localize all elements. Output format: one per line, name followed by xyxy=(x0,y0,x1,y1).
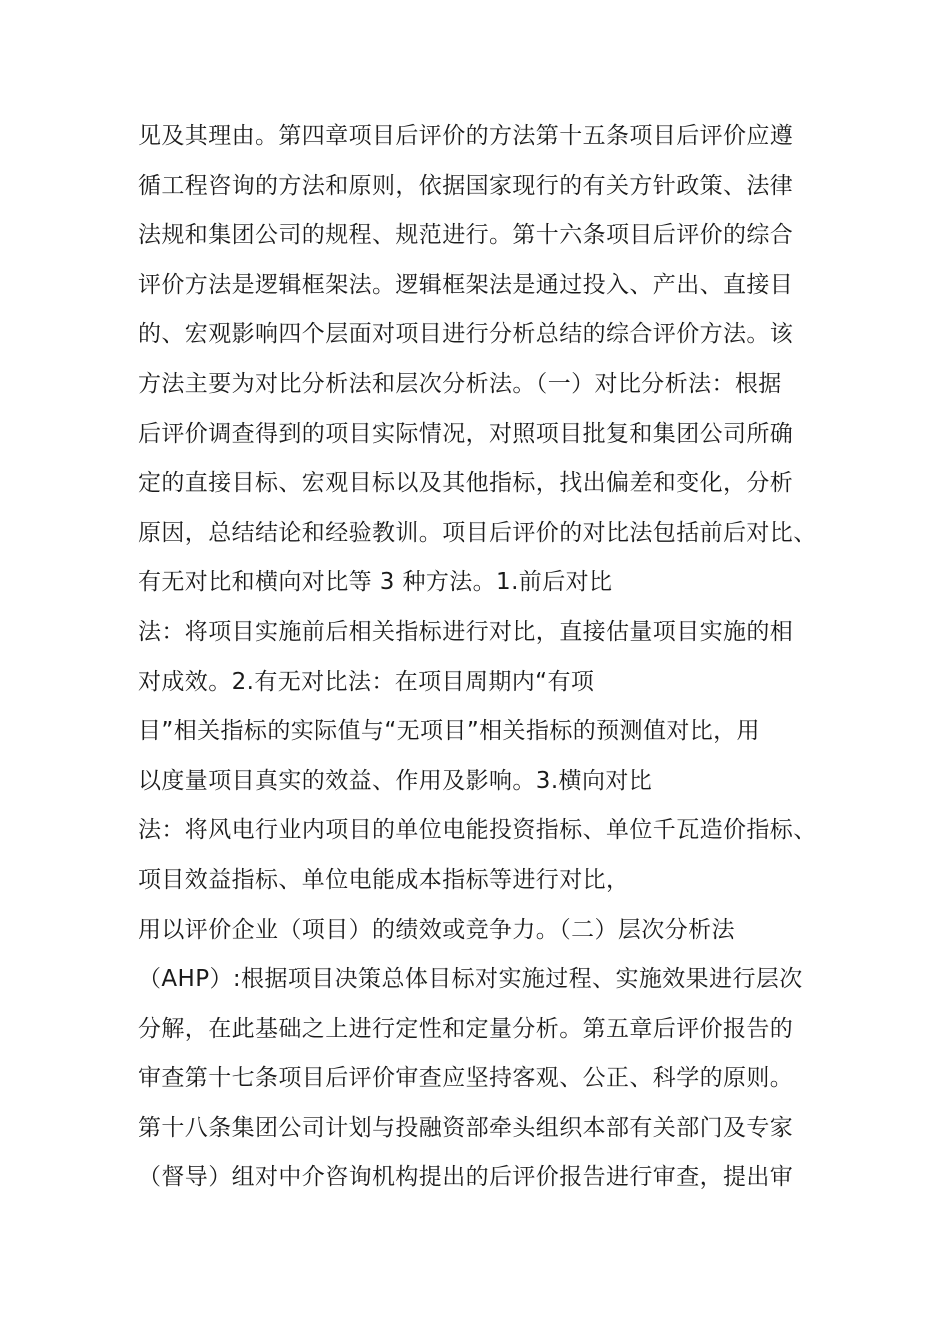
text-line: （AHP）:根据项目决策总体目标对实施过程、实施效果进行层次 xyxy=(138,966,803,993)
text-line: 循工程咨询的方法和原则，依据国家现行的有关方针政策、法律 xyxy=(138,172,794,199)
text-line: 审查第十七条项目后评价审查应坚持客观、公正、科学的原则。 xyxy=(138,1065,794,1092)
text-line: 对成效。2.有无对比法：在项目周期内“有项 xyxy=(138,668,595,695)
body-text xyxy=(138,112,838,1203)
text-line: 法：将项目实施前后相关指标进行对比，直接估量项目实施的相 xyxy=(138,618,794,645)
text-line: 法规和集团公司的规程、规范进行。第十六条项目后评价的综合 xyxy=(138,222,794,249)
text-line: 原因，总结结论和经验教训。项目后评价的对比法包括前后对比、 xyxy=(138,519,817,546)
text-line: （督导）组对中介咨询机构提出的后评价报告进行审查，提出审 xyxy=(138,1164,794,1191)
text-line: 项目效益指标、单位电能成本指标等进行对比， xyxy=(138,866,630,893)
text-line: 有无对比和横向对比等 3 种方法。1.前后对比 xyxy=(138,569,613,596)
text-line: 方法主要为对比分析法和层次分析法。（一）对比分析法：根据 xyxy=(138,370,782,397)
text-line: 后评价调查得到的项目实际情况，对照项目批复和集团公司所确 xyxy=(138,420,794,447)
text-line: 见及其理由。第四章项目后评价的方法第十五条项目后评价应遵 xyxy=(138,123,794,149)
text-line: 用以评价企业（项目）的绩效或竞争力。（二）层次分析法 xyxy=(138,916,735,943)
text-line: 的、宏观影响四个层面对项目进行分析总结的综合评价方法。该 xyxy=(138,321,794,348)
text-line: 分解，在此基础之上进行定性和定量分析。第五章后评价报告的 xyxy=(138,1015,794,1042)
text-line: 目”相关指标的实际值与“无项目”相关指标的预测值对比，用 xyxy=(138,718,760,745)
text-line: 评价方法是逻辑框架法。逻辑框架法是通过投入、产出、直接目 xyxy=(138,271,794,298)
text-line: 第十八条集团公司计划与投融资部牵头组织本部有关部门及专家 xyxy=(138,1114,794,1141)
text-line: 法：将风电行业内项目的单位电能投资指标、单位千瓦造价指标、 xyxy=(138,817,817,844)
text-line: 定的直接目标、宏观目标以及其他指标，找出偏差和变化，分析 xyxy=(138,470,794,497)
text-line: 以度量项目真实的效益、作用及影响。3.横向对比 xyxy=(138,767,653,794)
